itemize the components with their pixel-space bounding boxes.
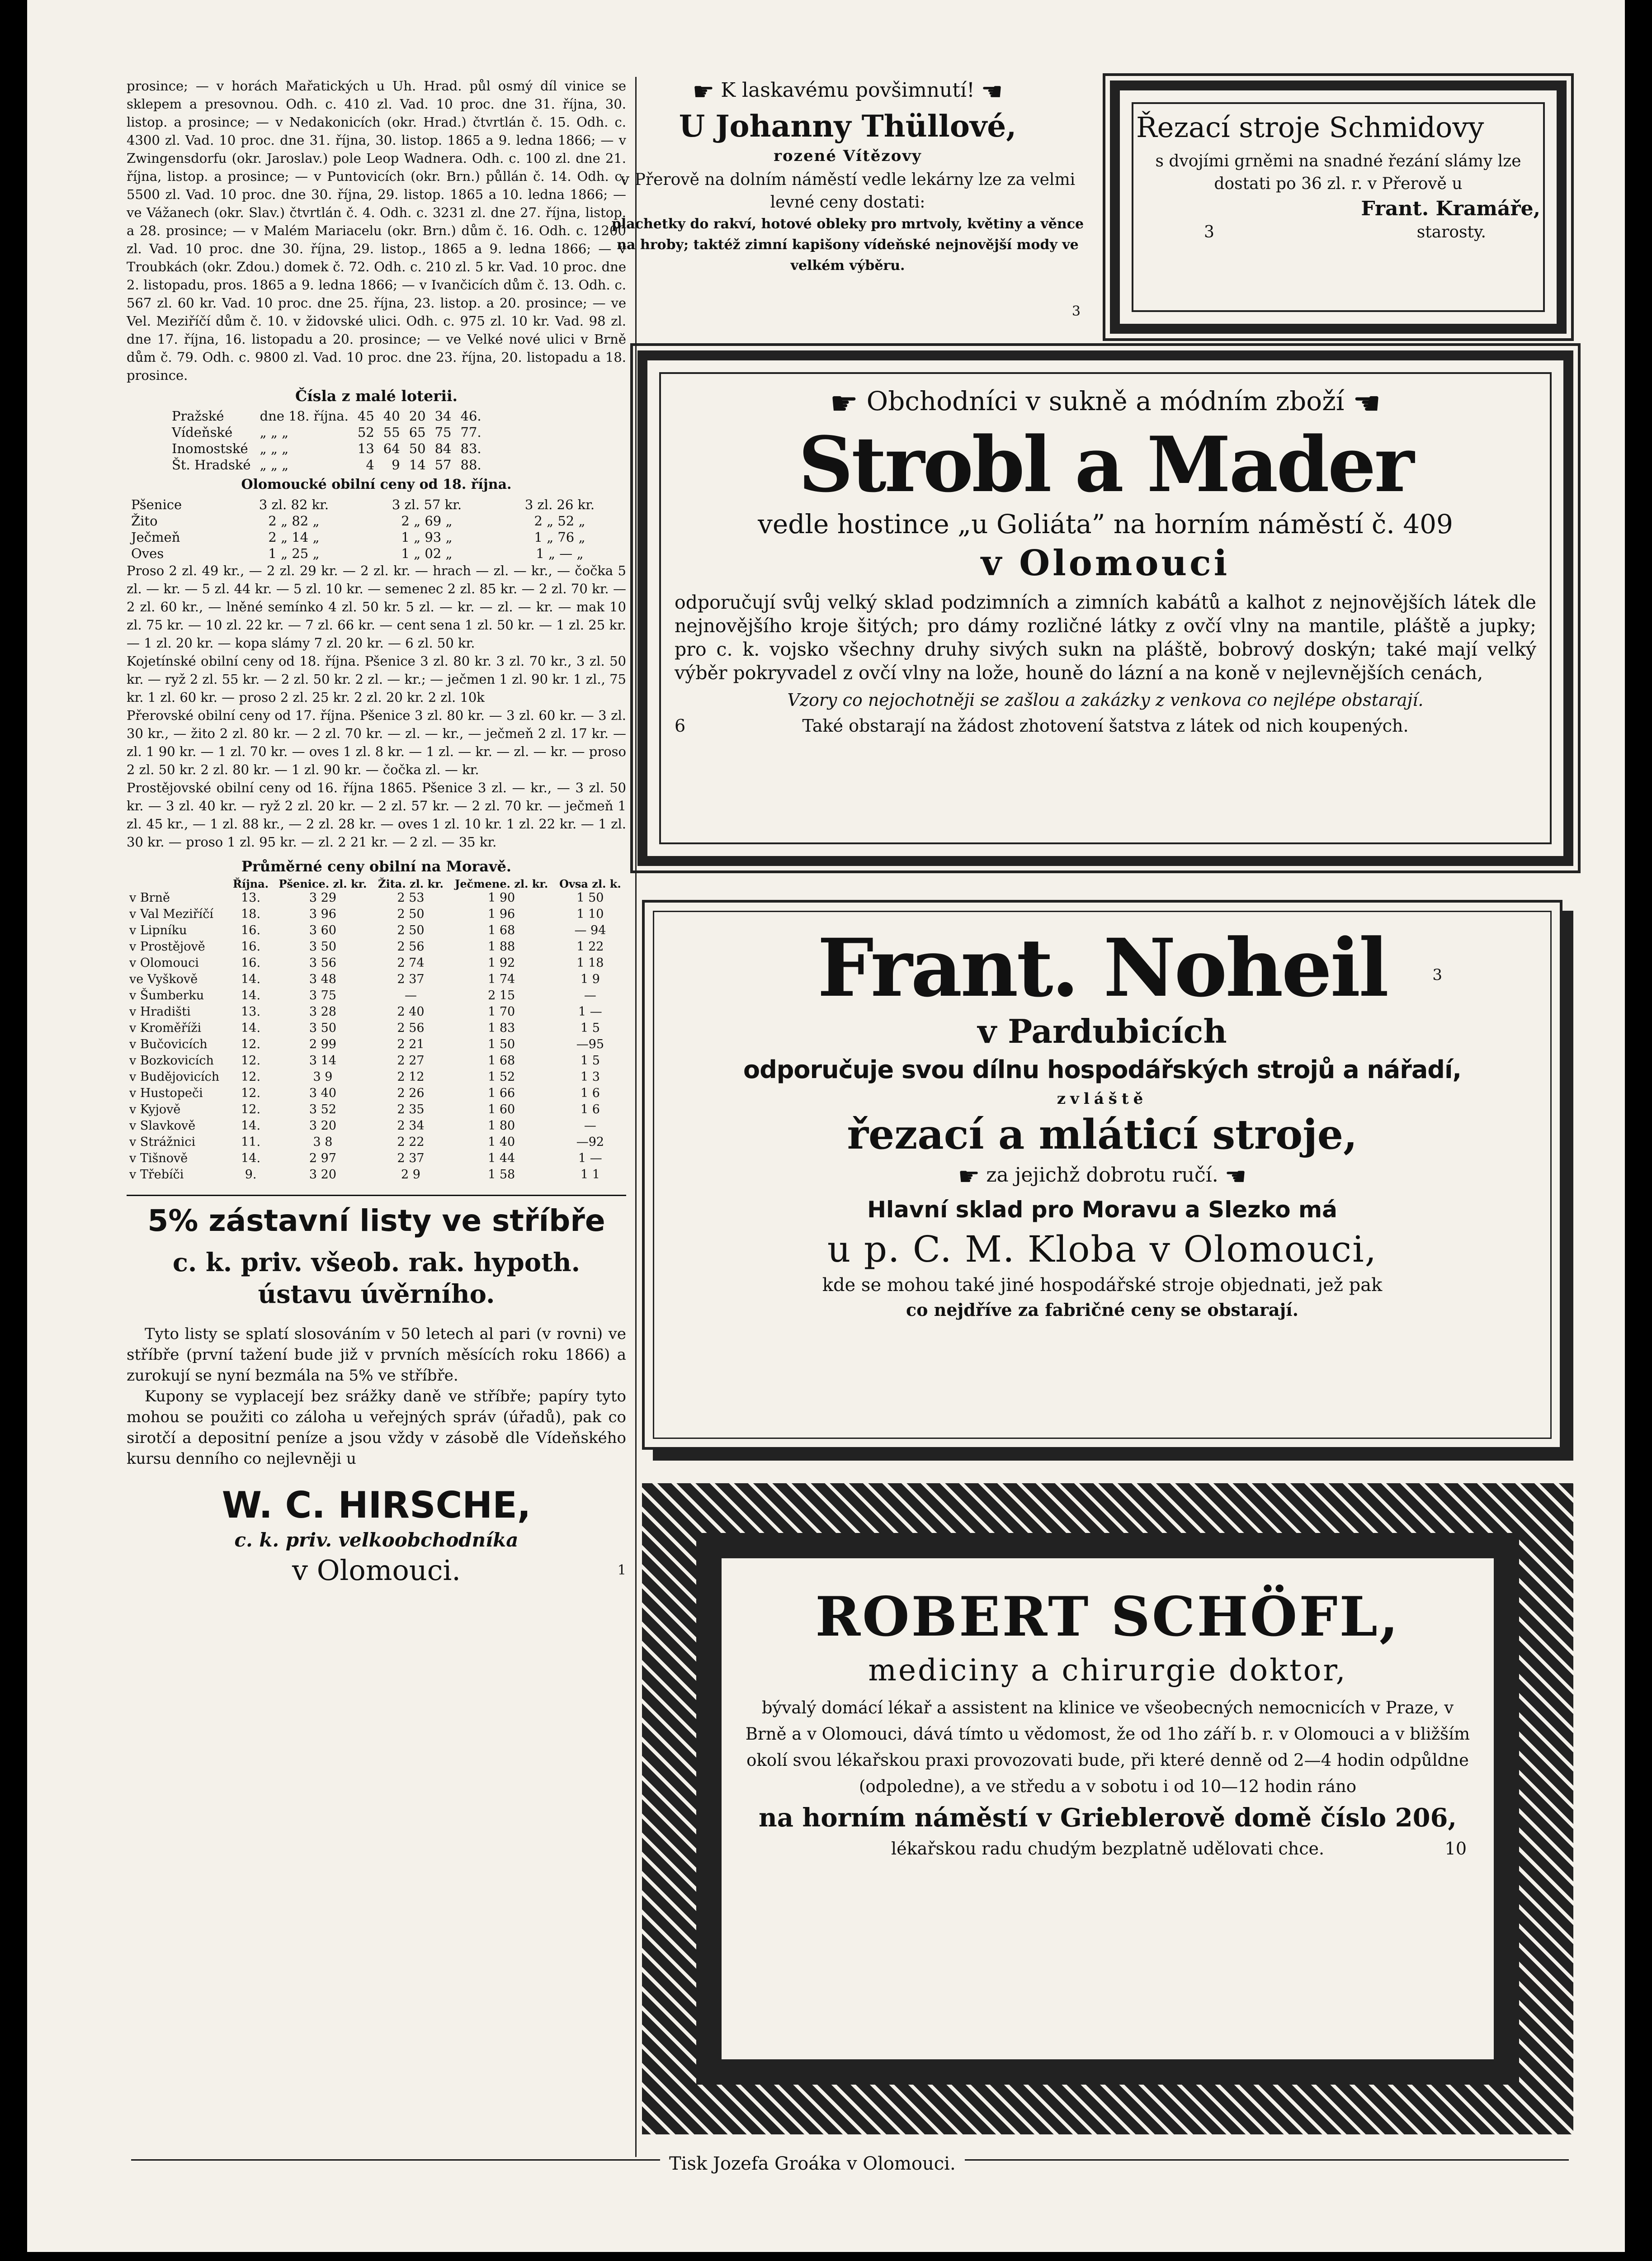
table-row xyxy=(127,1150,626,1167)
table-cell: v Hradišti xyxy=(129,1005,191,1019)
table-cell: 2 34 xyxy=(397,1119,425,1133)
noheil-city: v Pardubicích xyxy=(977,1012,1227,1050)
table-cell: 14. xyxy=(241,1021,261,1035)
table-cell: 1 68 xyxy=(488,1054,515,1068)
table-cell: 2 21 xyxy=(397,1037,425,1051)
olomouc-heading: Olomoucké obilní ceny od 18. října. xyxy=(241,477,512,492)
table-cell: 13. xyxy=(241,891,261,905)
table-cell: 12. xyxy=(241,1102,261,1116)
ad-number: 10 xyxy=(1444,1839,1467,1859)
thullova-name: U Johanny Thüllové, xyxy=(679,108,1017,144)
table-row xyxy=(127,1004,626,1020)
table-cell: 3 14 xyxy=(309,1054,336,1068)
table-cell: 16. xyxy=(241,923,261,937)
table-cell: 2 56 xyxy=(397,940,425,954)
schmidovy-ad xyxy=(1110,80,1567,334)
table-cell: 2 56 xyxy=(397,1021,425,1035)
zastavni-sub1: c. k. priv. všeob. rak. hypoth. xyxy=(172,1248,581,1277)
table-cell: 14. xyxy=(241,989,261,1003)
table-cell: 16. xyxy=(241,956,261,970)
thullova-text1: v Přerově na dolním náměstí vedle lekárny lze za velmi levné ceny dostati: xyxy=(620,170,1076,212)
noheil-line2: zvláště xyxy=(1057,1090,1148,1108)
ad-number: 3 xyxy=(1432,966,1442,984)
table-cell: —92 xyxy=(576,1135,604,1149)
zastavni-listy-ad xyxy=(127,1195,626,1589)
table-cell: 1 5 xyxy=(580,1021,600,1035)
pointing-hand-right-icon: ☛ xyxy=(830,384,859,422)
table-cell: 2 12 xyxy=(397,1070,425,1084)
strobl-text: odporučují svůj velký sklad podzimních a zimních kabátů a kalhot z nejnovějších látek dle nejnovějšího kroje šitých; pro dámy rozličné látky z ovčí vlny na mantile, pláště a jupky; pro c. k. vojsko všechny druhy sivých sukn na pláště, bobrový doskýn; také mají velký výběr pokryvadel z ovčí vlny na lože, houně do lázní a na koně v nejlevnějších cenách, xyxy=(675,591,1536,684)
table-row xyxy=(127,1118,626,1134)
table-cell: 1 50 xyxy=(488,1037,515,1051)
schofl-footer: lékařskou radu chudým bezplatně udělovati chce. xyxy=(891,1839,1325,1859)
table-cell: 14. xyxy=(241,1151,261,1165)
olomouc-more-prices: Proso 2 zl. 49 kr., — 2 zl. 29 kr. — 2 zl. kr. — hrach — zl. — kr., — čočka 5 zl. — kr. — 5 zl. 44 kr. — 5 zl. 10 kr. — semenec 2 zl. 85 kr. — 2 zl. 70 kr. — 2 zl. 60 kr., — lněné semínko 4 zl. 50 kr. 5 zl. — kr. — zl. — kr. — mak 10 zl. 75 kr. — 10 zl. 22 kr. — 7 zl. 66 kr. — cent sena 1 zl. 50 kr. — 1 zl. 25 kr. — 1 zl. 20 kr. — kopa slámy 7 zl. 20 kr. — 6 zl. 50 kr. xyxy=(127,563,626,651)
table-cell: —95 xyxy=(576,1037,604,1051)
printer-imprint: Tisk Jozefa Groáka v Olomouci. xyxy=(660,2152,965,2175)
auction-notices: prosince; — v horách Mařatických u Uh. Hrad. půl osmý díl vinice se sklepem a presovnou. Odh. c. 410 zl. Vad. 10 proc. dne 31. října, 30. listop. a prosince; — v Nedakonicích (okr. Hrad.) čtvrtlán č. 15. Odh. c. 4300 zl. Vad. 10 proc. dne 31. října, 30. listop. 1865 a 9. ledna 1866; — v Zwingensdorfu (okr. Jaroslav.) pole Leop Wadnera. Odh. c. 100 zl. dne 21. října, listop. a prosince; — v Puntovicích (okr. Brn.) půllán č. 14. Odh. c. 5500 zl. Vad. 10 proc. dne 30. října, 29. listop. 1865 a 10. ledna 1866; — ve Vážanech (okr. Slav.) čtvrtlán č. 4. Odh. c. 3231 zl. dne 27. října, listop. a 28. prosince; — v Malém Mariacelu (okr. Brn.) dům č. 16. Odh. c. 1200 zl. Vad. 10 proc. dne 30. října, 29. listop., 1865 a 9. ledna 1866; — v Troubkách (okr. Zdou.) domek č. 72. Odh. c. 210 zl. 5 kr. Vad. 10 proc. dne 2. listopadu, pros. 1865 a 9. ledna 1866; — v Ivančicích dům č. 13. Odh. c. 567 zl. 60 kr. Vad. 10 proc. dne 25. října, 23. listop. a 20. prosince; — ve Vel. Meziříčí dům č. 10. v židovské ulici. Odh. c. 975 zl. 10 kr. Vad. 98 zl. dne 17. října, 16. listopadu a 20. prosince; — ve Velké nové ulici v Brně dům č. 79. Odh. c. 9800 zl. Vad. 10 proc. dne 23. října, 20. listopadu a 18. prosince. xyxy=(127,78,626,383)
table-cell: — 94 xyxy=(574,923,606,937)
table-cell: v Prostějově xyxy=(129,940,205,954)
table-cell: 2 74 xyxy=(397,956,425,970)
table-cell: 1 50 xyxy=(576,891,604,905)
table-cell: 13. xyxy=(241,1005,261,1019)
pointing-hand-left-icon: ☚ xyxy=(981,77,1003,106)
table-cell: 1 3 xyxy=(580,1070,600,1084)
table-cell: 3 20 xyxy=(309,1168,336,1182)
table-row xyxy=(127,1053,626,1069)
table-cell: 1 74 xyxy=(488,972,515,986)
table-cell: v Slavkově xyxy=(129,1119,196,1133)
table-row: Št. Hradské „ „ „ 4 9 14 57 88. xyxy=(172,457,481,473)
table-cell: 1 40 xyxy=(488,1135,515,1149)
noheil-name: Frant. Noheil xyxy=(817,921,1388,1015)
table-row xyxy=(127,1102,626,1118)
noheil-line8: co nejdříve za fabričné ceny se obstarají. xyxy=(906,1299,1298,1320)
table-cell: v Strážnici xyxy=(129,1135,196,1149)
table-cell: — xyxy=(584,1119,596,1133)
table-cell: 2 99 xyxy=(309,1037,336,1051)
column-divider xyxy=(635,77,637,2157)
hirsche-city: v Olomouci. xyxy=(292,1554,461,1587)
noheil-line6: u p. C. M. Kloba v Olomouci, xyxy=(827,1228,1378,1270)
table-cell: 2 35 xyxy=(397,1102,425,1116)
table-row: Vídeňské „ „ „ 52 55 65 75 77. xyxy=(172,425,481,440)
schofl-ad xyxy=(642,1483,1573,2134)
table-cell: 2 37 xyxy=(397,972,425,986)
strobl-footer: Také obstarají na žádost zhotovení šatstva z látek od nich koupených. xyxy=(802,715,1409,736)
table-cell: 2 97 xyxy=(309,1151,336,1165)
table-cell: 11. xyxy=(241,1135,261,1149)
noheil-frame xyxy=(642,900,1562,1450)
table-cell: 1 6 xyxy=(580,1102,600,1116)
table-cell: 2 40 xyxy=(397,1005,425,1019)
table-cell: ve Vyškově xyxy=(129,972,198,986)
strobl-samples: Vzory co nejochotněji se zašlou a zakázky z venkova co nejlépe obstarají. xyxy=(787,690,1424,710)
olomouc-table xyxy=(127,497,626,562)
table-row xyxy=(127,1069,626,1085)
table-row xyxy=(127,939,626,955)
table-cell: v Tišnově xyxy=(129,1151,188,1165)
noheil-line7: kde se mohou také jiné hospodářské stroje objednati, jež pak xyxy=(822,1274,1383,1296)
thullova-text2: plachetky do rakví, hotové obleky pro mrtvoly, květiny a věnce na hroby; taktéž zimní kapišony vídeňské nejnovější mody ve velkém výběru. xyxy=(611,216,1084,274)
schmidovy-role: starosty. xyxy=(1416,223,1486,241)
table-cell: 3 40 xyxy=(309,1086,336,1100)
noheil-line4-row xyxy=(663,1159,1542,1192)
table-cell: 3 75 xyxy=(309,989,336,1003)
thullova-born: rozené Vítězovy xyxy=(774,147,922,165)
avg-prices-heading: Průměrné ceny obilní na Moravě. xyxy=(241,858,512,875)
table-cell: 1 88 xyxy=(488,940,515,954)
noheil-line4: za jejichž dobrotu ručí. xyxy=(986,1164,1218,1187)
table-cell: v Šumberku xyxy=(129,989,204,1003)
schmidovy-title: Řezací stroje Schmidovy xyxy=(1136,111,1484,144)
table-cell: 2 50 xyxy=(397,907,425,921)
table-row xyxy=(127,906,626,922)
table-cell: 3 50 xyxy=(309,940,336,954)
table-cell: 3 56 xyxy=(309,956,336,970)
thullova-notice: K laskavému povšimnutí! xyxy=(721,79,975,102)
table-cell: v Val Meziříčí xyxy=(129,907,213,921)
hirsche-name: W. C. HIRSCHE, xyxy=(222,1484,531,1526)
zastavni-sub2: ústavu úvěrního. xyxy=(258,1279,495,1309)
table-cell: 1 — xyxy=(578,1151,602,1165)
table-cell: 3 9 xyxy=(313,1070,333,1084)
left-column xyxy=(127,77,626,1589)
table-row: Pražské dne 18. října. 45 40 20 34 46. xyxy=(172,408,481,424)
pointing-hand-right-icon: ☛ xyxy=(958,1162,980,1191)
table-cell: 3 29 xyxy=(309,891,336,905)
noheil-ad xyxy=(642,900,1573,1461)
strobl-intro: Obchodníci v sukně a módním zboží xyxy=(866,386,1345,416)
table-cell: v Kroměříži xyxy=(129,1021,202,1035)
table-cell: 1 5 xyxy=(580,1054,600,1068)
thullova-ad xyxy=(606,77,1090,330)
schmidovy-text: s dvojími grněmi na snadné řezání slámy lze dostati po 36 zl. r. v Přerově u xyxy=(1155,152,1521,193)
strobl-address: vedle hostince „u Goliáta” na horním náměstí č. 409 xyxy=(758,508,1453,539)
table-row xyxy=(127,988,626,1004)
table-cell: 1 68 xyxy=(488,923,515,937)
zastavni-title: 5% zástavní listy ve stříbře xyxy=(147,1203,605,1238)
table-cell: v Kyjově xyxy=(129,1102,181,1116)
table-cell: 12. xyxy=(241,1070,261,1084)
avg-prices-table xyxy=(127,878,626,1183)
schofl-title: mediciny a chirurgie doktor, xyxy=(868,1653,1347,1688)
table-cell: 1 22 xyxy=(576,940,604,954)
schofl-name: ROBERT SCHÖFL, xyxy=(815,1585,1400,1649)
noheil-line1: odporučuje svou dílnu hospodářských strojů a nářadí, xyxy=(743,1055,1461,1084)
schofl-frame xyxy=(719,1556,1496,2062)
schmidovy-name: Frant. Kramáře, xyxy=(1361,197,1540,220)
table-cell: 1 83 xyxy=(488,1021,515,1035)
table-cell: v Brně xyxy=(129,891,170,905)
table-cell: 2 9 xyxy=(401,1168,420,1182)
table-cell: 1 90 xyxy=(488,891,515,905)
table-row xyxy=(127,955,626,971)
table-cell: 1 96 xyxy=(488,907,515,921)
table-row xyxy=(127,1167,626,1183)
table-cell: — xyxy=(405,989,417,1003)
table-cell: 1 92 xyxy=(488,956,515,970)
zastavni-para1: Tyto listy se splatí slosováním v 50 letech al pari (v rovni) ve stříbře (první tažení bude již v prvních měsících roku 1866) a zurokují se nyní bezmála na 5% ve stříbře. xyxy=(127,1325,626,1385)
noheil-line3: řezací a mláticí stroje, xyxy=(847,1111,1358,1159)
table-row xyxy=(127,1085,626,1102)
table-cell: 2 50 xyxy=(397,923,425,937)
table-row: Oves 1 „ 25 „ 1 „ 02 „ 1 „ — „ xyxy=(131,546,584,561)
table-row xyxy=(127,890,626,906)
table-cell: 2 15 xyxy=(488,989,515,1003)
table-cell: v Hustopeči xyxy=(129,1086,203,1100)
table-row xyxy=(127,1020,626,1036)
noheil-line5: Hlavní sklad pro Moravu a Slezko má xyxy=(867,1196,1337,1223)
table-cell: 1 1 xyxy=(580,1168,600,1182)
table-cell: v Budějovicích xyxy=(129,1070,220,1084)
table-cell: 1 9 xyxy=(580,972,600,986)
table-cell: 14. xyxy=(241,1119,261,1133)
table-cell: 3 8 xyxy=(313,1135,333,1149)
strobl-mader-ad xyxy=(637,350,1573,866)
strobl-name: Strobl a Mader xyxy=(798,419,1413,509)
table-cell: 1 18 xyxy=(576,956,604,970)
table-cell: 3 20 xyxy=(309,1119,336,1133)
table-cell: — xyxy=(584,989,596,1003)
table-cell: 12. xyxy=(241,1054,261,1068)
lottery-table xyxy=(167,408,486,473)
table-cell: 12. xyxy=(241,1086,261,1100)
table-cell: 9. xyxy=(245,1168,257,1182)
ad-number: 1 xyxy=(617,1562,626,1578)
newspaper-page xyxy=(27,0,1625,2252)
pointing-hand-left-icon: ☚ xyxy=(1352,384,1381,422)
table-header-row: Října. Pšenice. zl. kr. Žita. zl. kr. Ječmene. zl. kr. Ovsa zl. k. xyxy=(233,877,621,890)
table-cell: 3 52 xyxy=(309,1102,336,1116)
thullova-notice-line xyxy=(606,77,1090,105)
table-cell: 1 52 xyxy=(488,1070,515,1084)
table-cell: v Bučovicích xyxy=(129,1037,208,1051)
table-row xyxy=(127,1036,626,1053)
table-cell: v Olomouci xyxy=(129,956,199,970)
lottery-heading: Čísla z malé loterii. xyxy=(295,387,458,405)
table-cell: v Lipníku xyxy=(129,923,187,937)
table-row: Inomostské „ „ „ 13 64 50 84 83. xyxy=(172,441,481,456)
strobl-intro-line xyxy=(675,383,1536,421)
table-row: Pšenice 3 zl. 82 kr. 3 zl. 57 kr. 3 zl. 26 kr. xyxy=(131,497,595,512)
table-cell: 3 50 xyxy=(309,1021,336,1035)
zastavni-para2: Kupony se vyplacejí bez srážky daně ve stříbře; papíry tyto mohou se použiti co záloha u veřejných správ (úřadů), pak co sirotčí a depositní peníze a jsou vždy v zásobě dle Vídeňského kursu denního co nejlevněji u xyxy=(127,1387,626,1468)
table-cell: 3 28 xyxy=(309,1005,336,1019)
table-cell: 1 10 xyxy=(576,907,604,921)
table-cell: 1 70 xyxy=(488,1005,515,1019)
schofl-address: na horním náměstí v Grieblerově domě číslo 206, xyxy=(759,1803,1457,1833)
table-row: Žito 2 „ 82 „ 2 „ 69 „ 2 „ 52 „ xyxy=(131,513,585,529)
table-cell: 2 27 xyxy=(397,1054,425,1068)
table-cell: 1 44 xyxy=(488,1151,515,1165)
ad-number: 6 xyxy=(675,715,686,736)
strobl-city: v Olomouci xyxy=(981,542,1230,584)
table-cell: 3 60 xyxy=(309,923,336,937)
hirsche-title: c. k. priv. velkoobchodníka xyxy=(234,1529,519,1551)
table-cell: 1 80 xyxy=(488,1119,515,1133)
table-cell: 2 53 xyxy=(397,891,425,905)
table-cell: 12. xyxy=(241,1037,261,1051)
prerov-prices: Přerovské obilní ceny od 17. října. Pšenice 3 zl. 80 kr. — 3 zl. 60 kr. — 3 zl. 30 kr., — žito 2 zl. 80 kr. — 2 zl. 70 kr. — zl. — kr., — ječmeň 2 zl. 17 kr. — zl. 1 90 kr. — 1 zl. 70 kr. — oves 1 zl. 8 kr. — 1 zl. — kr. — zl. — kr. — proso 2 zl. 50 kr. 2 zl. 80 kr. — 1 zl. 90 kr. — čočka zl. — kr. xyxy=(127,708,626,777)
table-row: Ječmeň 2 „ 14 „ 1 „ 93 „ 1 „ 76 „ xyxy=(131,530,585,545)
table-cell: 18. xyxy=(241,907,261,921)
pointing-hand-left-icon: ☚ xyxy=(1224,1162,1247,1191)
table-row xyxy=(127,922,626,939)
kojetin-prices: Kojetínské obilní ceny od 18. října. Pšenice 3 zl. 80 kr. 3 zl. 70 kr., 3 zl. 50 kr. — ryž 2 zl. 55 kr. — 2 zl. 50 kr. 2 zl. — kr.; — ječmen 1 zl. 90 kr. 1 zl., 75 kr. 1 zl. 60 kr. — proso 2 zl. 25 kr. 2 zl. 20 kr. 2 zl. 10k xyxy=(127,653,626,705)
table-cell: 14. xyxy=(241,972,261,986)
table-cell: 16. xyxy=(241,940,261,954)
table-cell: 1 66 xyxy=(488,1086,515,1100)
pointing-hand-right-icon: ☛ xyxy=(692,77,715,106)
table-cell: v Bozkovicích xyxy=(129,1054,214,1068)
ad-number: 3 xyxy=(1071,303,1081,319)
table-cell: 1 — xyxy=(578,1005,602,1019)
table-cell: 1 60 xyxy=(488,1102,515,1116)
table-cell: 2 37 xyxy=(397,1151,425,1165)
table-cell: 2 22 xyxy=(397,1135,425,1149)
ad-number: 3 xyxy=(1204,223,1214,241)
table-row xyxy=(127,971,626,988)
table-cell: 3 48 xyxy=(309,972,336,986)
table-cell: 3 96 xyxy=(309,907,336,921)
table-cell: 2 26 xyxy=(397,1086,425,1100)
prostejov-prices: Prostějovské obilní ceny od 16. října 1865. Pšenice 3 zl. — kr., — 3 zl. 50 kr. — 3 zl. 40 kr. — ryž 2 zl. 20 kr. — 2 zl. 57 kr. — 2 zl. 70 kr. — ječmeň 1 zl. 45 kr., — 1 zl. 88 kr., — 2 zl. 28 kr. — oves 1 zl. 10 kr. 1 zl. 22 kr. — 1 zl. 30 kr. — proso 1 zl. 95 kr. — zl. 2 21 kr. — 2 zl. — 35 kr. xyxy=(127,780,626,850)
table-cell: v Třebíči xyxy=(129,1168,184,1182)
table-cell: 1 58 xyxy=(488,1168,515,1182)
table-cell: 1 6 xyxy=(580,1086,600,1100)
table-row xyxy=(127,1134,626,1150)
schofl-text: bývalý domácí lékař a assistent na klinice ve všeobecných nemocnicích v Praze, v Brně a v Olomouci, dává tímto u vědomost, že od 1ho září b. r. v Olomouci a v bližším okolí svou lékařskou praxi provozovati bude, při které denně od 2—4 hodin odpůldne (odpoledne), a ve středu a v sobotu i od 10—12 hodin ráno xyxy=(745,1698,1470,1796)
